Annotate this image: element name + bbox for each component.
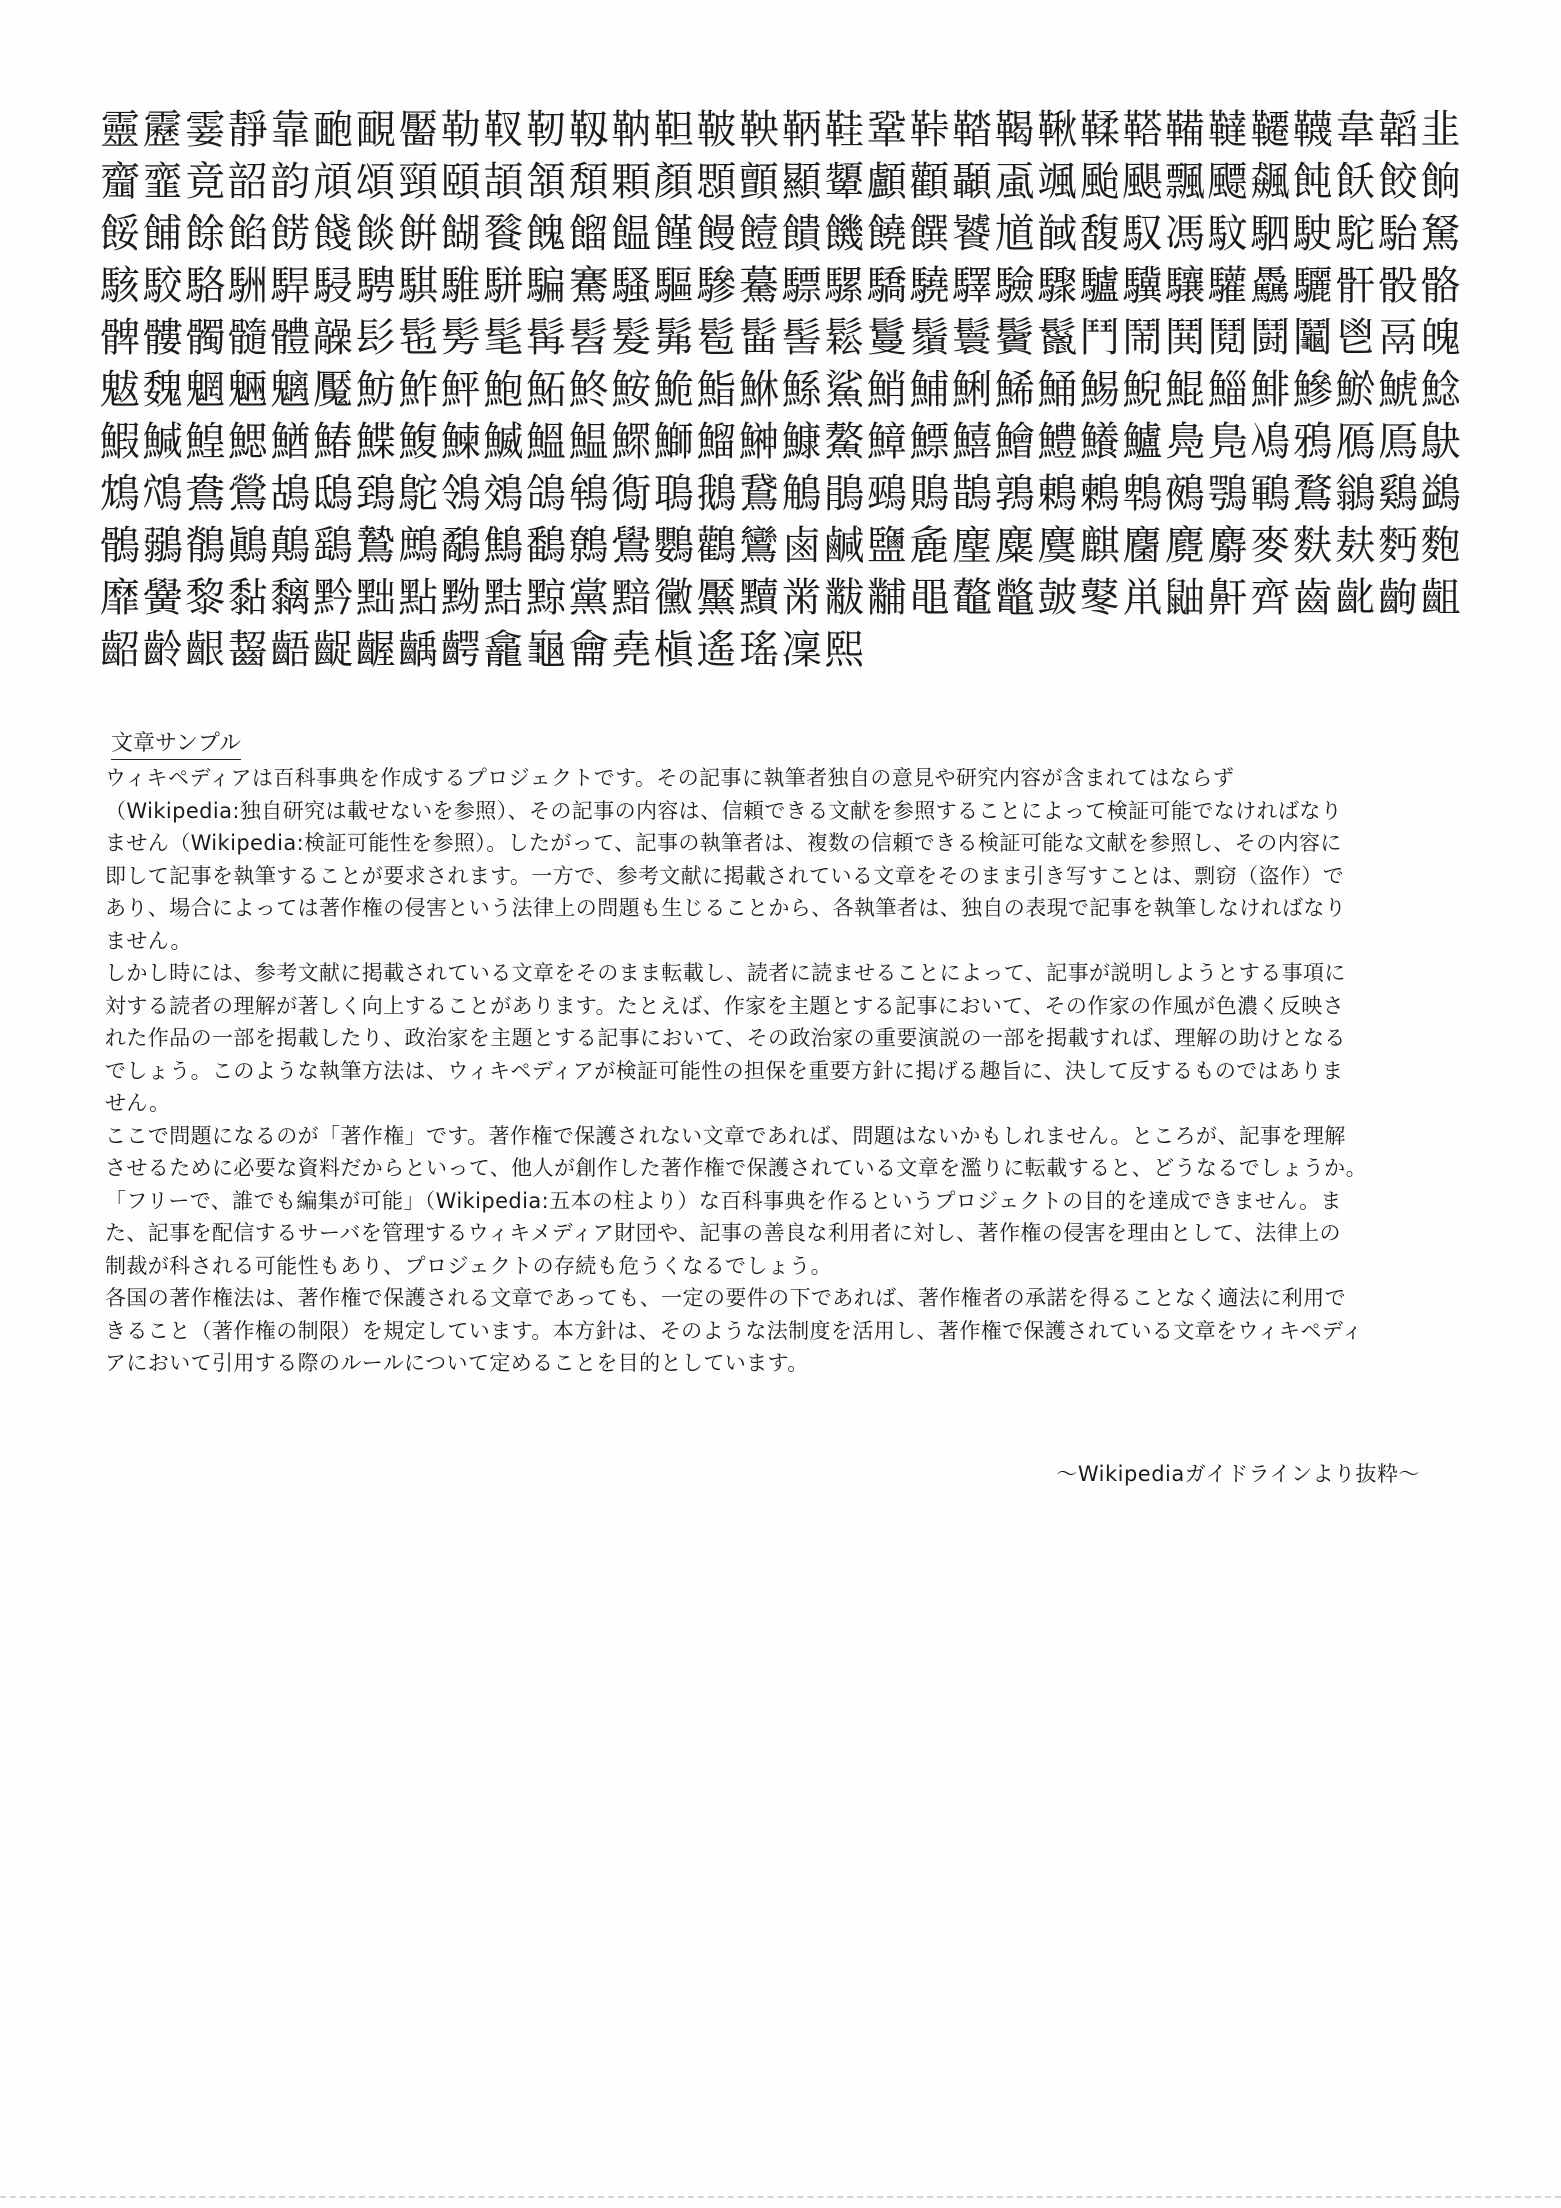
glyph-row: 髀髏髑髓體髞髟髢髣髦髯髫髮髴髱髷髻鬆鬘鬚鬟鬢鬣鬥鬧鬨鬩鬪鬮鬯鬲魄 — [100, 315, 1464, 361]
sample-paragraph: ここで問題になるのが「著作権」です。著作権で保護されない文章であれば、問題はないかもしれません。ところが、記事を理解 させるために必要な資料だからといって、他人が創作した著作権で保護されている文章を濫りに転載すると、どうなるでしょうか。 「フリーで、誰でも編集が可能」（Wikipedia:五本の柱より）な百科事典を作るというプロジェクトの目的を達成できません。ま た、記事を配信するサーバを管理するウィキメディア財団や、記事の善良な利用者に対し、著作権の侵害を理由として、法律上の 制裁が科される可能性もあり、プロジェクトの存続も危うくなるでしょう。 — [105, 1123, 1367, 1278]
glyph-row: 鴆鴪鴦鶯鴣鴟鵄鴕鴒鵁鴿鴾鵆鵈鵝鵞鵤鵑鵐鵙鵲鶉鶇鶫鵯鵺鶚鶤鶩鶲鷄鷁 — [100, 471, 1464, 517]
sample-paragraph: 各国の著作権法は、著作権で保護される文章であっても、一定の要件の下であれば、著作権者の承諾を得ることなく適法に利用で きること（著作権の制限）を規定しています。本方針は、そのような法制度を活用し、著作権で保護されている文章をウィキペディ アにおいて引用する際のルールについて定めることを目的としています。 — [105, 1286, 1363, 1375]
glyph-row: 鶻鶸鶺鷆鷏鷂鷙鷓鷸鷦鷭鷯鷽鸚鸛鸞鹵鹹鹽麁麈麋麌麒麕麑麝麥麩麸麪麭 — [100, 523, 1464, 569]
glyph-row: 魃魏魍魎魑魘魴鮓鮃鮑鮖鮗鮟鮠鮨鮴鯀鯊鮹鯆鯏鯑鯒鯣鯢鯤鯔鯡鰺鯲鯱鯰 — [100, 367, 1464, 413]
glyph-row: 靈靂霎靜靠靤靦靨勒靫靭靱靹靼鞁鞅鞆鞋鞏鞐鞜鞨鞦鞣鞳鞴韃韆韈韋韜韭 — [100, 107, 1464, 153]
glyph-row: 鰕鰔鰉鰓鰌鰆鰈鰒鰊鰄鰮鰛鰥鰤鰡鰰鱇鰲鱆鰾鱚鱠鱧鱶鱸鳧鳬鳰鴉鴈鳫鴃 — [100, 419, 1464, 465]
text-sample-section — [105, 730, 1490, 1380]
sample-heading: 文章サンプル — [111, 730, 241, 760]
glyph-row: 齠齡齦齧齬齪齷齲齶龕龜龠堯槇遙瑤凜熙 — [100, 627, 867, 673]
sample-paragraph: ウィキペディアは百科事典を作成するプロジェクトです。その記事に執筆者独自の意見や研究内容が含まれてはならず （Wikipedia:独自研究は載せないを参照）、その記事の内容は、信頼できる文献を参照することによって検証可能でなければなり ません（Wikipedia:検証可能性を参照）。したがって、記事の執筆者は、複数の信頼できる検証可能な文献を参照し、その内容に 即して記事を執筆することが要求されます。一方で、参考文献に掲載されている文章をそのまま引き写すことは、剽窃（盗作）で あり、場合によっては著作権の侵害という法律上の問題も生じることから、各執筆者は、独自の表現で記事を執筆しなければなり ません。 — [105, 766, 1347, 953]
source-attribution: ～Wikipediaガイドラインより抜粋～ — [1056, 1462, 1420, 1486]
glyph-row: 餒餔餘餡餝餞餤餠餬餮餽餾饂饉饅饐饋饑饒饌饕馗馘馥馭馮馼駟駛駝駘駑 — [100, 211, 1464, 257]
sample-paragraph: しかし時には、参考文献に掲載されている文章をそのまま転載し、読者に読ませることによって、記事が説明しようとする事項に 対する読者の理解が著しく向上することがあります。たとえば、作家を主題とする記事において、その作家の作風が色濃く反映さ れた作品の一部を掲載したり、政治家を主題とする記事において、その政治家の重要演説の一部を掲載すれば、理解の助けとなる でしょう。このような執筆方法は、ウィキペディアが検証可能性の担保を重要方針に掲げる趣旨に、決して反するものではありま せん。 — [105, 961, 1346, 1115]
glyph-row: 駭駮駱駲駻駸騁騏騅駢騙騫騷驅驂驀驃騾驕驍驛驗驟驢驥驤驩驫驪骭骰骼 — [100, 263, 1464, 309]
scan-edge-divider — [0, 2196, 1561, 2198]
glyph-row: 齏韲竟韶韵頏頌頸頤頡頷頽顆顏顋顫顯顰顱顴顳颪颯颱颶飄飃飆飩飫餃餉 — [100, 159, 1464, 205]
glyph-row: 靡黌黎黏黐黔黜點黝黠黥黨黯黴黶黷黹黻黼黽鼇鼈皷鼕鼡鼬鼾齊齒齔齣齟 — [100, 575, 1464, 621]
kanji-glyph-grid — [100, 104, 1490, 676]
sample-body — [105, 762, 1490, 1380]
